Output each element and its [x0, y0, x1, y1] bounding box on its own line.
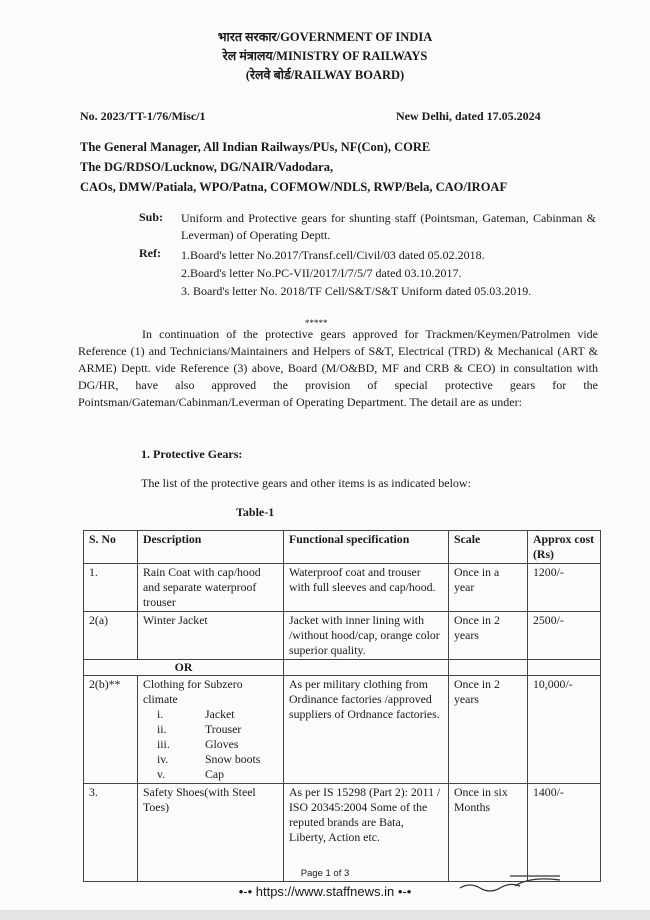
reference-item: 2.Board's letter No.PC-VII/2017/I/7/5/7 dated 03.10.2017.: [181, 266, 462, 280]
subitem: [143, 752, 278, 767]
empty-cell: [284, 660, 449, 676]
header-line-1: भारत सरकार/GOVERNMENT OF INDIA: [217, 30, 433, 44]
subitem-text: Jacket: [205, 707, 235, 721]
subitem-number: v.: [157, 767, 166, 781]
table-row: [84, 676, 601, 784]
description-text: Clothing for Subzero climate: [143, 677, 243, 706]
reference-item: 3. Board's letter No. 2018/TF Cell/S&T/S&T Uniform dated 05.03.2019.: [181, 284, 532, 298]
cell-cost: 2500/-: [528, 612, 601, 660]
empty-cell: [449, 660, 528, 676]
cell-cost: 1200/-: [528, 564, 601, 612]
cell-description: Rain Coat with cap/hood and separate waterproof trouser: [138, 564, 284, 612]
col-header: Scale: [449, 531, 528, 564]
body-paragraph: In continuation of the protective gears approved for Trackmen/Keymen/Patrolmen vide Reference (1) and Technicians/Maintainers and Helpers of S&T, Electrical (TRD) & Mechanical (ART & ARME) Deptt. vide Reference (3) above, Board (M/O&BD, MF and CRB & CEO) in consultation with DG/HR, have also approved the provision of special protective gears for the Pointsman/Gateman/Cabinman/Leverman of Operating Department. The detail are as under:: [78, 327, 598, 409]
table-row: [84, 564, 601, 612]
cell-scale: Once in a year: [449, 564, 528, 612]
letter-number: No. 2023/TT-1/76/Misc/1: [80, 109, 206, 123]
reference-label: Ref:: [139, 246, 161, 260]
signature-icon: [455, 870, 565, 900]
cell-description: Winter Jacket: [138, 612, 284, 660]
section-heading: 1. Protective Gears:: [141, 447, 243, 461]
cell-specification: Waterproof coat and trouser with full sleeves and cap/hood.: [284, 564, 449, 612]
subitem: [143, 722, 278, 737]
subitem-text: Cap: [205, 767, 225, 781]
subitem-number: iv.: [157, 752, 169, 766]
subject-text: Uniform and Protective gears for shunting staff (Pointsman, Gateman, Cabinman & Leverman) of Operating Deptt.: [181, 211, 596, 242]
subitem-text: Gloves: [205, 737, 239, 751]
subitem-text: Trouser: [205, 722, 242, 736]
header-line-2: रेल मंत्रालय/MINISTRY OF RAILWAYS: [222, 49, 428, 63]
table-header-row: [84, 531, 601, 564]
col-header: Approx cost (Rs): [528, 531, 601, 564]
cell-description: [138, 676, 284, 784]
cell-cost: 10,000/-: [528, 676, 601, 784]
col-header: Description: [138, 531, 284, 564]
addressee: The General Manager, All Indian Railways/PUs, NF(Con), CORE: [80, 140, 431, 154]
col-header: Functional specification: [284, 531, 449, 564]
footer-url[interactable]: •-• https://www.staffnews.in •-•: [238, 884, 412, 899]
separator: *****: [305, 318, 328, 328]
cell-description: Safety Shoes(with Steel Toes): [138, 784, 284, 882]
cell-scale: Once in six Months: [449, 784, 528, 882]
or-label: OR: [84, 660, 284, 676]
subject-label: Sub:: [139, 210, 164, 224]
scan-edge: [0, 910, 650, 920]
addressee: The DG/RDSO/Lucknow, DG/NAIR/Vadodara,: [80, 160, 334, 174]
addressees: [80, 137, 507, 197]
cell-specification: Jacket with inner lining with /without hood/cap, orange color superior quality.: [284, 612, 449, 660]
cell-sno: 3.: [84, 784, 138, 882]
cell-scale: Once in 2 years: [449, 612, 528, 660]
cell-cost: 1400/-: [528, 784, 601, 882]
cell-specification: As per IS 15298 (Part 2): 2011 / ISO 20345:2004 Some of the reputed brands are Bata, Liberty, Action etc.: [284, 784, 449, 882]
table-title: Table-1: [236, 505, 275, 519]
cell-specification: As per military clothing from Ordinance factories /approved suppliers of Ordnance factories.: [284, 676, 449, 784]
reference-list: [181, 246, 531, 300]
cell-sno: 1.: [84, 564, 138, 612]
protective-gears-table: [83, 530, 601, 882]
subitem-number: ii.: [157, 722, 167, 736]
or-row: [84, 660, 601, 676]
subitem: [143, 737, 278, 752]
empty-cell: [528, 660, 601, 676]
letter-date: New Delhi, dated 17.05.2024: [396, 109, 541, 123]
addressee: CAOs, DMW/Patiala, WPO/Patna, COFMOW/NDLS, RWP/Bela, CAO/IROAF: [80, 180, 508, 194]
subitem: [143, 707, 278, 722]
cell-sno: 2(a): [84, 612, 138, 660]
subitem-number: i.: [157, 707, 164, 721]
reference-item: 1.Board's letter No.2017/Transf.cell/Civil/03 dated 05.02.2018.: [181, 248, 485, 262]
subitem-number: iii.: [157, 737, 170, 751]
table-row: [84, 784, 601, 882]
header-line-3: (रेलवे बोर्ड/RAILWAY BOARD): [245, 68, 405, 82]
subitem: [143, 767, 278, 782]
table-row: [84, 612, 601, 660]
col-header: S. No: [84, 531, 138, 564]
cell-scale: Once in 2 years: [449, 676, 528, 784]
cell-sno: 2(b)**: [84, 676, 138, 784]
section-intro: The list of the protective gears and other items is as indicated below:: [141, 476, 471, 490]
page-number: Page 1 of 3: [300, 868, 350, 879]
subitem-text: Snow boots: [205, 752, 261, 766]
